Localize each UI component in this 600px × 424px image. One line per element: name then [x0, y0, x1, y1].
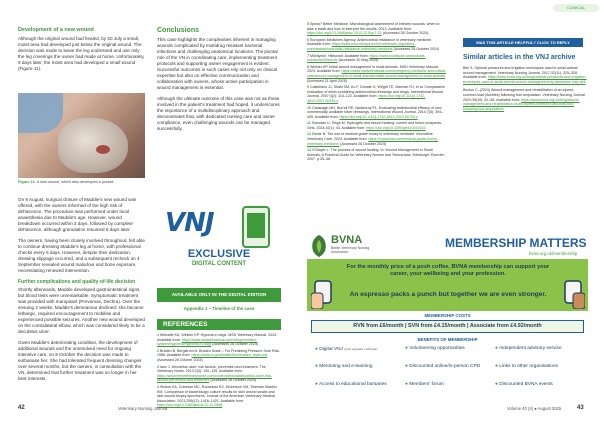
bullet-icon: ●: [315, 382, 319, 387]
benefit-item: [405, 381, 495, 389]
bvna-intro: For the monthly price of a posh coffee, BVNA membership can support your career, your wellbeing and your profession.: [346, 264, 550, 277]
similar-articles-list: [463, 66, 588, 115]
paragraph: The owners, having been closely involved throughout, felt able to continue dressing Maddie's leg at home, with professional checks every 5 days. However, despite their dedication, dressing slippage occurred, and a subsequent recheck on 4 September revealed wound malodour and bone exposure, necessitating renewed intervention.: [18, 238, 145, 273]
reference-text: Cavanagh MH, Burrell RE, Nadworny PL. Evaluating antimicrobial efficacy of new commercially available silver dressings. International Wound Journal. 2010;7(5): 394–405. Available from:: [307, 105, 444, 119]
reference-number: 7: [307, 53, 309, 58]
reference-tail: (Accessed 28 October 2024): [339, 141, 387, 146]
page-number-right: 43: [577, 405, 584, 411]
wound-shape: [96, 145, 110, 154]
reference-link[interactable]: https://www.molnlycke.se/products-solutions/hibiscrub/: [307, 53, 426, 63]
glove-shape: [18, 93, 63, 133]
reference-item: [307, 54, 447, 63]
reference-item: [307, 132, 447, 146]
reference-link[interactable]: https://doi.org/10.1111/j.1742-481X.2010.00705.x: [339, 114, 418, 119]
bullet-icon: ●: [405, 364, 410, 369]
references-list-continued: [307, 22, 447, 164]
bvna-costs-panel: [307, 311, 588, 401]
membership-matters-title: MEMBERSHIP MATTERS: [445, 236, 587, 250]
bullet-icon: ●: [315, 364, 320, 369]
benefit-text: Members' forum: [409, 382, 444, 387]
reference-text: Castellano JJ, Shafii SM, Ko F, Donate G, Wright TE, Mannari RJ, et al. Comparative evaluation of silver-containing antimicrobial dressings and drugs. International Wound Journal. 2007;4(2): 114–122. Available from:: [307, 85, 445, 99]
reference-link[interactable]: https://www.in.gov/health/files/braden_scale.pdf: [191, 353, 268, 358]
available-banner: AVAILABLE ONLY IN THE DIGITAL EDITION: [157, 288, 281, 302]
bullet-icon: ●: [495, 382, 500, 387]
reference-text: O'Dwyer L. The process of wound healing. In: Wound Management in Small Animals: A Practical Guide for Veterinary Nurses and Technicians. Edinburgh: Elsevier; 2007. p.35–48: [307, 148, 445, 162]
bvna-green-panel: [307, 259, 588, 401]
costs-heading: MEMBERSHIP COSTS: [424, 313, 471, 318]
left-column-lower: [18, 197, 145, 382]
reference-link[interactable]: https://ivcjournal.com/medical-grade-honey-veterinary-medicine/: [307, 137, 439, 146]
reference-text: Braden B, Bergstrom N. Braden Scale – For Predicting Pressure Sore Risk. 1988. Available from:: [157, 348, 281, 358]
helpful-reply-button[interactable]: WAS THIS ARTICLE HELPFUL? CLICK TO REPLY: [463, 38, 583, 47]
bullet-icon: ●: [405, 382, 410, 387]
phone-icon: [242, 206, 270, 248]
reference-link[interactable]: https://doi.org/10.1111/j.1742-481X.2007.00316.x: [307, 94, 426, 103]
bvna-pitch: An espresso packs a punch but together we are even stronger.: [349, 291, 547, 298]
reference-number: 9: [307, 85, 309, 90]
reference-item: [307, 85, 447, 103]
subheading: Further complications and quality-of-life decision: [18, 279, 136, 285]
benefit-text: Volunteering opportunities: [409, 346, 465, 351]
left-column: [18, 27, 145, 72]
paragraph: On 9 August, surgical closure of Maddie's new wound was offered, with the owners informed of the high risk of dehiscence. The procedure was performed under local anaesthesia due to Maddie's age. However, wound breakdown occurred within 3 days, followed by complete dehiscence, although granulation resumed 6 days later.: [18, 197, 137, 232]
paragraph: Although the original wound had healed, by 20 July a small, moist area had developed just below the original wound. The decision was made to leave the leg undressed and use only the leg coverings the owner had made at home. Unfortunately, 9 days later, the moist area had developed a small wound (Figure 11).: [18, 36, 145, 71]
benefit-text: Discounted online/in-person CPD: [409, 364, 481, 369]
figure-caption: [18, 180, 145, 185]
benefit-item: [315, 345, 405, 354]
benefit-text: Independent advisory service: [499, 346, 562, 351]
reference-text: European Medicines Agency. Antimicrobial resistance in veterinary medicine. Available from:: [307, 37, 432, 47]
benefit-text: Access to educational bursaries: [318, 382, 387, 387]
reference-item: [157, 333, 281, 347]
references-list: [157, 333, 281, 410]
reference-number: 1: [157, 333, 159, 337]
bvna-subtitle: British Veterinary Nursing Association: [331, 246, 370, 254]
reference-text: Metcalfe KA, Winkler KP. Hypoxia in dogs. MSD Veterinary Manual. 2024. Available from:: [157, 333, 278, 342]
vnj-logo: VNJ: [165, 208, 214, 238]
paragraph: This case highlights the complexities inherent in managing wounds complicated by multidrug resistant bacterial infections and challenging anatomical locations. The pivotal role of the VN in coordinating care, implementing treatment protocols and supporting owner engagement is evident. Successful outcomes in such cases rely not only on clinical expertise but also on effective communication and collaboration with owners, whose active participation in wound management is essential.: [157, 37, 278, 90]
reference-item: [307, 38, 447, 52]
reference-item: [157, 349, 281, 363]
benefit-item: [495, 345, 585, 353]
benefits-grid: [315, 345, 585, 399]
reference-item: [307, 22, 447, 36]
fur-shape: [58, 118, 128, 173]
reference-link[interactable]: https://doi.org/10.12968/jowc.2013.22.Sup7.S1: [307, 31, 382, 36]
similar-article: [463, 66, 588, 84]
reference-number: 12: [307, 132, 311, 137]
reference-link[interactable]: https://www.msdvetmanual.com/emergency-medicine-and-critical-care/wound-management-in-small-animals/initial-wound-management-in-small-animals: [307, 69, 447, 78]
benefit-item: [495, 363, 585, 371]
bvna-name: BVNA: [331, 234, 363, 246]
reference-number: 11: [307, 121, 311, 126]
reference-number: 2: [157, 348, 159, 353]
section-heading: Development of a new wound: [18, 27, 94, 33]
coffee-hand-left-icon: [311, 269, 337, 309]
benefit-item: [405, 345, 495, 353]
benefit-item: [495, 381, 585, 389]
bullet-icon: ●: [315, 347, 320, 352]
bullet-icon: ●: [495, 346, 500, 351]
right-column: [157, 27, 281, 132]
benefit-note: (print upgrade + £6/year): [344, 347, 378, 351]
references-heading: REFERENCES: [157, 319, 281, 330]
reference-tail: (Accessed 28 October 2024): [381, 31, 429, 36]
reference-text: Ianc J. Decubitus ulcer: risk factors, prevention and treatment. The Veterinary Nurse. 2013;2(3): 130–139. Available from:: [157, 364, 266, 374]
similar-article-text: Bell S. Optimal pressures and irrigation techniques used in small-animal wound management. Veterinary Nursing Journal. 2017;32(11): 325–328. Available from:: [463, 66, 579, 80]
costs-bar: RVN from £6/month | SVN from £4.15/month | Associate from £4.92/month: [311, 320, 584, 333]
reference-tail: (Accessed 28 October 2024): [211, 342, 259, 347]
reference-number: 10: [307, 105, 311, 110]
reference-item: [307, 65, 447, 83]
reference-number: 8: [307, 64, 309, 69]
reference-tail: (Accessed 30 May 2025): [337, 58, 379, 63]
bullet-icon: ●: [495, 364, 500, 369]
reference-item: [307, 106, 447, 120]
reference-number: 13: [307, 148, 311, 153]
reference-item: [307, 148, 447, 162]
conclusions-heading: Conclusions: [157, 27, 200, 34]
reference-text: Scendan U, Singh M. Hydrogels and wound healing: current and future prospects. Gels. 2024;10(1): 43. Available from:: [307, 121, 443, 130]
reference-tail: (Accessed 28 October 2024): [392, 46, 440, 51]
reference-number: 4: [157, 384, 159, 389]
footer-issue: Volume 40 (4) ● August 2025: [507, 406, 562, 411]
benefit-item: [405, 363, 495, 371]
bvna-logo-icon: [309, 234, 329, 258]
reference-number: 6: [307, 37, 309, 42]
reference-item: [307, 121, 447, 130]
membership-url[interactable]: bvna.org.uk/membership: [529, 251, 578, 256]
paragraph: Although the ultimate outcome of this case was not as those involved in the patient's treatment had hoped, it underscores the importance of a multidisciplinary approach and demonstrates that, with dedicated nursing care and owner compliance, even challenging wounds can be managed successfully.: [157, 96, 280, 131]
reference-link[interactable]: https://doi.org/10.3390/gels10010043: [366, 125, 426, 130]
benefit-text: Links to other organisations: [499, 364, 558, 369]
reference-number: 3: [157, 364, 159, 369]
page-number: 42: [18, 405, 25, 411]
similar-article-link[interactable]: https://www.bvna.org.uk/blog/optimal-pressures-and-irrigation-techniques-used-in-small-animal-wound-management-by-stephanie-rose-bell: [463, 75, 587, 84]
footer-journal: Veterinary Nursing Journal: [118, 406, 168, 411]
reference-tail: (Accessed 28 October 2024): [157, 357, 203, 362]
clinical-tag: CLINICAL: [553, 4, 599, 12]
paragraph: Given Maddie's deteriorating condition, the development of additional wounds and the unresolved need for ongoing intensive care, on 9 October the decision was made to euthanase her. She had tolerated frequent dressing changes over several months, but the owners, in consultation with the VN, determined that further treatment was no longer in her best interests.: [18, 340, 142, 381]
benefit-item: [315, 381, 405, 389]
reference-text: Speck? Better Medicine. Microbiological assessment of infected wounds: when to take a swab and how to interpret the results. 2013. Available from:: [307, 22, 440, 31]
reference-tail: (Accessed 28 October 2024): [209, 378, 257, 383]
reference-text: Mölnlycke. Hibiscrub. Available from:: [310, 53, 370, 58]
bullet-icon: ●: [405, 346, 410, 351]
reference-link[interactable]: https://doi.org/10.2460/javma.20.10.0568: [157, 403, 223, 408]
vnj-exclusive-box[interactable]: [157, 198, 281, 288]
similar-article-link[interactable]: https://www.bvna.org.uk/blog/wound-management-and-rehabilitation-of-an-injured-common-road-bully-bull-following-foot-amputation/: [463, 97, 580, 111]
reference-link[interactable]: https://www.ema.europa.eu/en/veterinary-regulatory-overview/antimicrobial-resistance-veterinary-medicine: [307, 42, 416, 51]
coffee-hand-right-icon: [559, 269, 585, 309]
benefit-text: Discounted BVNA events: [499, 382, 553, 387]
benefit-item: [315, 363, 405, 371]
benefit-text: Digital VNJ: [319, 347, 343, 352]
similar-articles-heading: Similar articles in the VNJ archive: [463, 54, 576, 61]
reference-text: Winkler KP. Initial wound management in small animals. MSD Veterinary Manual. 2023. Available from:: [307, 64, 439, 74]
appendix-link[interactable]: Appendix 1 – Timeline of the case: [183, 306, 255, 311]
similar-article: [463, 88, 588, 111]
reference-number: 5: [307, 22, 309, 26]
wound-photo: [18, 93, 145, 178]
benefit-text: Mentoring and e-learning: [319, 364, 373, 369]
bvna-header: [307, 233, 588, 259]
benefits-heading: BENEFITS OF MEMBERSHIP: [417, 337, 478, 342]
similar-article-text: Boulos C. (2024) Wound management and rehabilitation of an injured summer-load (Achilles) following foot amputation. Veterinary Nursing Journal. 2024;39(10): 52–56. Available from:: [463, 88, 586, 102]
reference-text: Demir N. The use of medical grade honey in veterinary medicine. Innovative Veterinary Care. 2023. Available from:: [307, 132, 433, 142]
reference-item: [157, 385, 281, 408]
figure-caption-text: A new wound, which also developed a pocket.: [35, 180, 115, 184]
figure-label: Figure 11.: [18, 180, 36, 184]
reference-tail: (Accessed 21 April 2025): [307, 78, 347, 83]
digital-content-label: DIGITAL CONTENT: [191, 261, 247, 267]
exclusive-label: EXCLUSIVE: [187, 248, 251, 260]
reference-text: Stokes KA, Coleman MC, Rousseau KS, Dickerson VM, Thieman Mankin KM. Comparison of bacteriologic culture results for skin wound swabs and skin wound biopsy specimens. Journal of the American Veterinary Medical Association. 2021;259(12): 1416–1421. Available from:: [157, 384, 277, 403]
paragraph: Shortly afterwards, Maddie developed gastrointestinal signs, but blood tests were unremarkable. Symptomatic treatment was provided with maropitant (Prevomax, Dechra). Over the ensuing 2 weeks, Maddie's demeanour declined: she became lethargic, required encouragement to mobilise and experienced possible seizures. Another new wound developed on the contralateral elbow, which was considered likely to be a decubitus ulcer.: [18, 287, 145, 334]
reference-link[interactable]: https://www.msdvetmanual.com/integumentary-system/hygroma/hygroma-in-dogs: [157, 337, 258, 347]
bvna-advert[interactable]: [307, 233, 588, 401]
reference-link[interactable]: https://www.theveterinarynurse.com/content/clinical/decubitus-ulcer-risk-factors-prevention-and-treatment: [157, 373, 272, 383]
reference-item: [157, 365, 281, 383]
